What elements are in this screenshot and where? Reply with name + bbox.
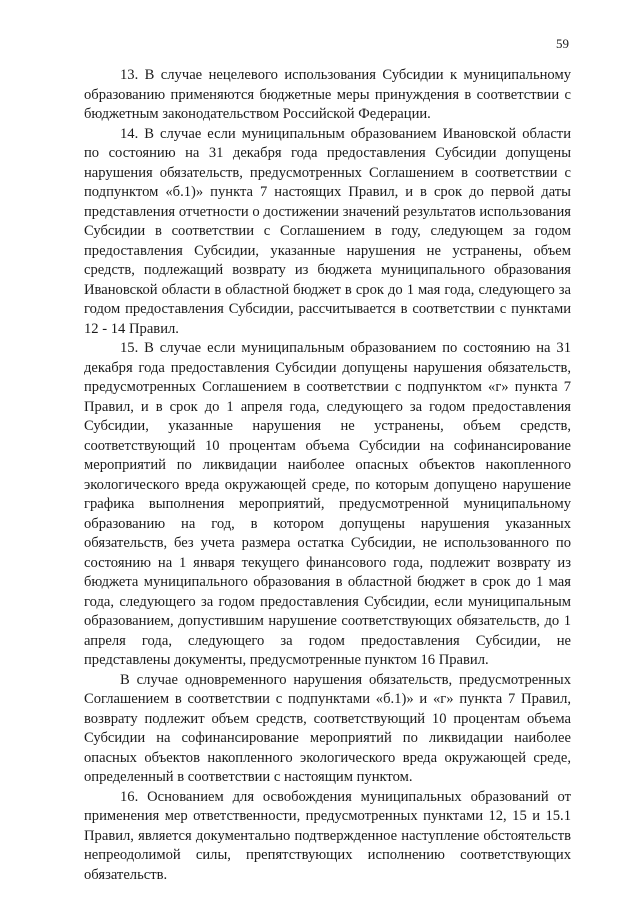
paragraph-13: 13. В случае нецелевого использования Субсидии к муниципальному образованию применяются бюджетные меры принуждения в соответствии с бюджетным законодательством Российской Федерации. xyxy=(84,67,571,122)
paragraph-15: 15. В случае если муниципальным образованием по состоянию на 31 декабря года предоставления Субсидии допущены нарушения обязательств, предусмотренных Соглашением в соответствии с подпунктом «г» пункта 7 Правил, и в срок до 1 апреля года, следующего за годом предоставления Субсидии, указанные нарушения не устранены, объем средств, соответствующий 10 процентам объема Субсидии на софинансирование мероприятий по ликвидации наиболее опасных объектов накопленного экологического вреда окружающей среде, по которым допущено нарушение графика выполнения мероприятий, предусмотренной муниципальному образованию на год, в котором допущены нарушения указанных обязательств, без учета размера остатка Субсидии, не использованного по состоянию на 1 января текущего финансового года, подлежит возврату из бюджета муниципального образования в областной бюджет в срок до 1 мая года, следующего за годом предоставления Субсидии, если муниципальным образованием, допустившим нарушение соответствующих обязательств, до 1 апреля года, следующего за годом предоставления Субсидии, не представлены документы, предусмотренные пунктом 16 Правил. xyxy=(84,340,571,668)
document-body xyxy=(84,66,571,885)
paragraph-16: 16. Основанием для освобождения муниципальных образований от применения мер ответственности, предусмотренных пунктами 12, 15 и 15.1 Правил, является документально подтвержденное наступление обстоятельств непреодолимой силы, препятствующих исполнению соответствующих обязательств. xyxy=(84,788,571,883)
page-number: 59 xyxy=(556,36,569,51)
paragraph-14: 14. В случае если муниципальным образованием Ивановской области по состоянию на 31 декабря года предоставления Субсидии допущены нарушения обязательств, предусмотренных Соглашением в соответствии с подпунктом «б.1)» пункта 7 настоящих Правил, и в срок до первой даты представления отчетности о достижении значений результатов использования Субсидии в соответствии с Соглашением в году, следующем за годом предоставления Субсидии, указанные нарушения не устранены, объем средств, подлежащий возврату из бюджета муниципального образования Ивановской области в областной бюджет в срок до 1 мая года, следующего за годом предоставления Субсидии, рассчитывается в соответствии с пунктами 12 - 14 Правил. xyxy=(84,125,571,337)
paragraph-15-simultaneous-violation: В случае одновременного нарушения обязательств, предусмотренных Соглашением в соответствии с подпунктами «б.1)» и «г» пункта 7 Правил, возврату подлежит объем средств, соответствующий 10 процентам объема Субсидии на софинансирование мероприятий по ликвидации наиболее опасных объектов накопленного экологического вреда окружающей среде, определенный в соответствии с настоящим пунктом. xyxy=(84,671,571,785)
